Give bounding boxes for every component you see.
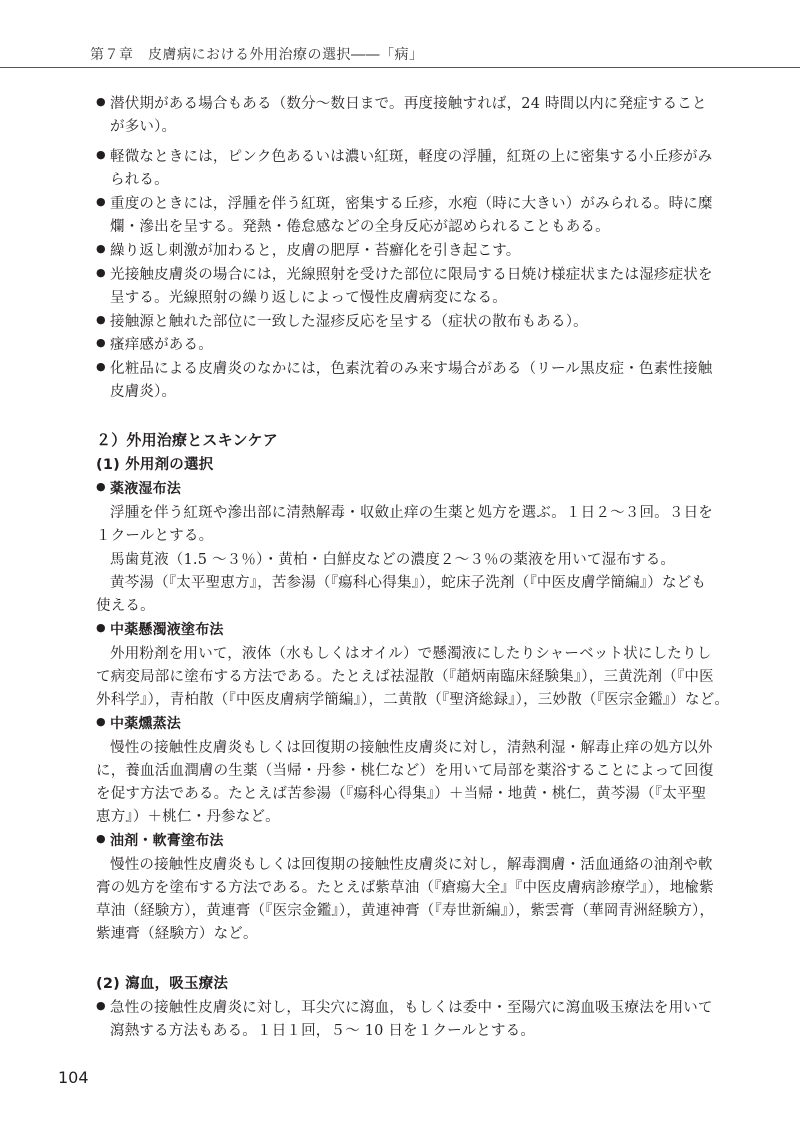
method-text: 草油（経験方），黄連膏（『医宗金鑑』），黄連神膏（『寿世新編』），紫雲膏（華岡青洲経験方）， (96, 903, 715, 919)
method-text: に，養血活血潤膚の生薬（当帰・丹参・桃仁など）を用いて局部を薬浴することによって回復 (96, 763, 714, 779)
method-title: 薬液湿布法 (110, 481, 181, 497)
method-text: 黄芩湯（『太平聖恵方』，苦参湯（『瘍科心得集』），蛇床子洗剤（『中医皮膚学簡編』）なども (110, 575, 707, 591)
bullet-icon: ● (96, 266, 106, 279)
method-text: 馬歯莧液（1.5 ～３％）・黄柏・白鮮皮などの濃度２～３％の薬液を用いて湿布する。 (110, 552, 676, 568)
list-item-text: られる。 (110, 172, 169, 188)
running-header (0, 0, 800, 68)
method-title: 油剤・軟膏塗布法 (110, 833, 224, 849)
bullet-icon: ● (96, 715, 106, 728)
method-text: 膏の処方を塗布する方法である。たとえば紫草油（『瘡瘍大全』『中医皮膚病診療学』），地楡紫 (96, 880, 714, 896)
method-text: 使える。 (96, 598, 155, 614)
method-text: 慢性の接触性皮膚炎もしくは回復期の接触性皮膚炎に対し，清熱利湿・解毒止痒の処方以外 (110, 740, 713, 756)
bullet-icon: ● (96, 95, 106, 108)
bullet-icon: ● (96, 621, 106, 634)
list-item-text: 爛・滲出を呈する。発熱・倦怠感などの全身反応が認められることもある。 (110, 219, 610, 235)
list-item-text: 瘙痒感がある。 (110, 337, 213, 353)
method-text: 恵方』）＋桃仁・丹参など。 (96, 809, 280, 825)
list-item-text: 接触源と触れた部位に一致した湿疹反応を呈する（症状の散布もある）。 (110, 314, 588, 330)
method-text: 紫連膏（経験方）など。 (96, 926, 258, 942)
method-text: １クールとする。 (96, 528, 214, 544)
list-item-text: 繰り返し刺激が加わると，皮膚の肥厚・苔癬化を引き起こす。 (110, 243, 521, 259)
subsection-heading: (1) 外用剤の選択 (96, 457, 214, 473)
list-item-text: 瀉熱する方法もある。１日１回，５～ 10 日を１クールとする。 (110, 1023, 536, 1039)
bullet-icon: ● (96, 195, 106, 208)
bullet-icon: ● (96, 148, 106, 161)
bullet-icon: ● (96, 242, 106, 255)
bullet-icon: ● (96, 999, 106, 1012)
method-text: 浮腫を伴う紅斑や滲出部に清熱解毒・収斂止痒の生薬と処方を選ぶ。１日２～３回。３日を (110, 505, 713, 521)
list-item-text: 急性の接触性皮膚炎に対し，耳尖穴に瀉血，もしくは委中・至陽穴に瀉血吸玉療法を用いて (110, 1000, 713, 1016)
list-item-text: 呈する。光線照射の繰り返しによって慢性皮膚病変になる。 (110, 290, 507, 306)
method-text: 外用粉剤を用いて，液体（水もしくはオイル）で懸濁液にしたりシャーベット状にしたりし (110, 646, 712, 662)
bullet-icon: ● (96, 480, 106, 493)
list-item-text: 皮膚炎）。 (110, 384, 177, 400)
page-number: 104 (58, 1068, 89, 1087)
bullet-icon: ● (96, 832, 106, 845)
section-heading: ２）外用治療とスキンケア (96, 431, 278, 449)
subsection-heading: (2) 瀉血，吸玉療法 (96, 976, 229, 992)
list-item-text: 重度のときには，浮腫を伴う紅斑，密集する丘疹，水疱（時に大きい）がみられる。時に糜 (110, 196, 713, 212)
method-text: を促す方法である。たとえば苦参湯（『瘍科心得集』）＋当帰・地黄・桃仁，黄芩湯（『太平聖 (96, 786, 707, 802)
method-text: 慢性の接触性皮膚炎もしくは回復期の接触性皮膚炎に対し，解毒潤膚・活血通絡の油剤や軟 (110, 857, 713, 873)
method-text: て病変局部に塗布する方法である。たとえば祛湿散（『趙炳南臨床経験集』），三黄洗剤（『中医 (96, 669, 714, 685)
bullet-icon: ● (96, 336, 106, 349)
bullet-icon: ● (96, 360, 106, 373)
method-title: 中薬懸濁液塗布法 (110, 622, 224, 638)
list-item-text: 潜伏期がある場合もある（数分～数日まで。再度接触すれば，24 時間以内に発症すること (110, 96, 707, 112)
list-item-text: が多い）。 (110, 119, 177, 135)
method-text: 外科学』），青柏散（『中医皮膚病学簡編』），二黄散（『聖済総録』），三妙散（『医宗金鑑』）など。 (96, 692, 730, 708)
list-item-text: 化粧品による皮膚炎のなかには，色素沈着のみ来す場合がある（リール黒皮症・色素性接触 (110, 361, 713, 377)
list-item-text: 光接触皮膚炎の場合には，光線照射を受けた部位に限局する日焼け様症状または湿疹症状を (110, 267, 713, 283)
list-item-text: 軽微なときには，ピンク色あるいは濃い紅斑，軽度の浮腫，紅斑の上に密集する小丘疹がみ (110, 149, 713, 165)
method-title: 中薬燻蒸法 (110, 716, 181, 732)
bullet-icon: ● (96, 313, 106, 326)
chapter-title: 第７章 皮膚病における外用治療の選択――「病」 (90, 47, 424, 63)
